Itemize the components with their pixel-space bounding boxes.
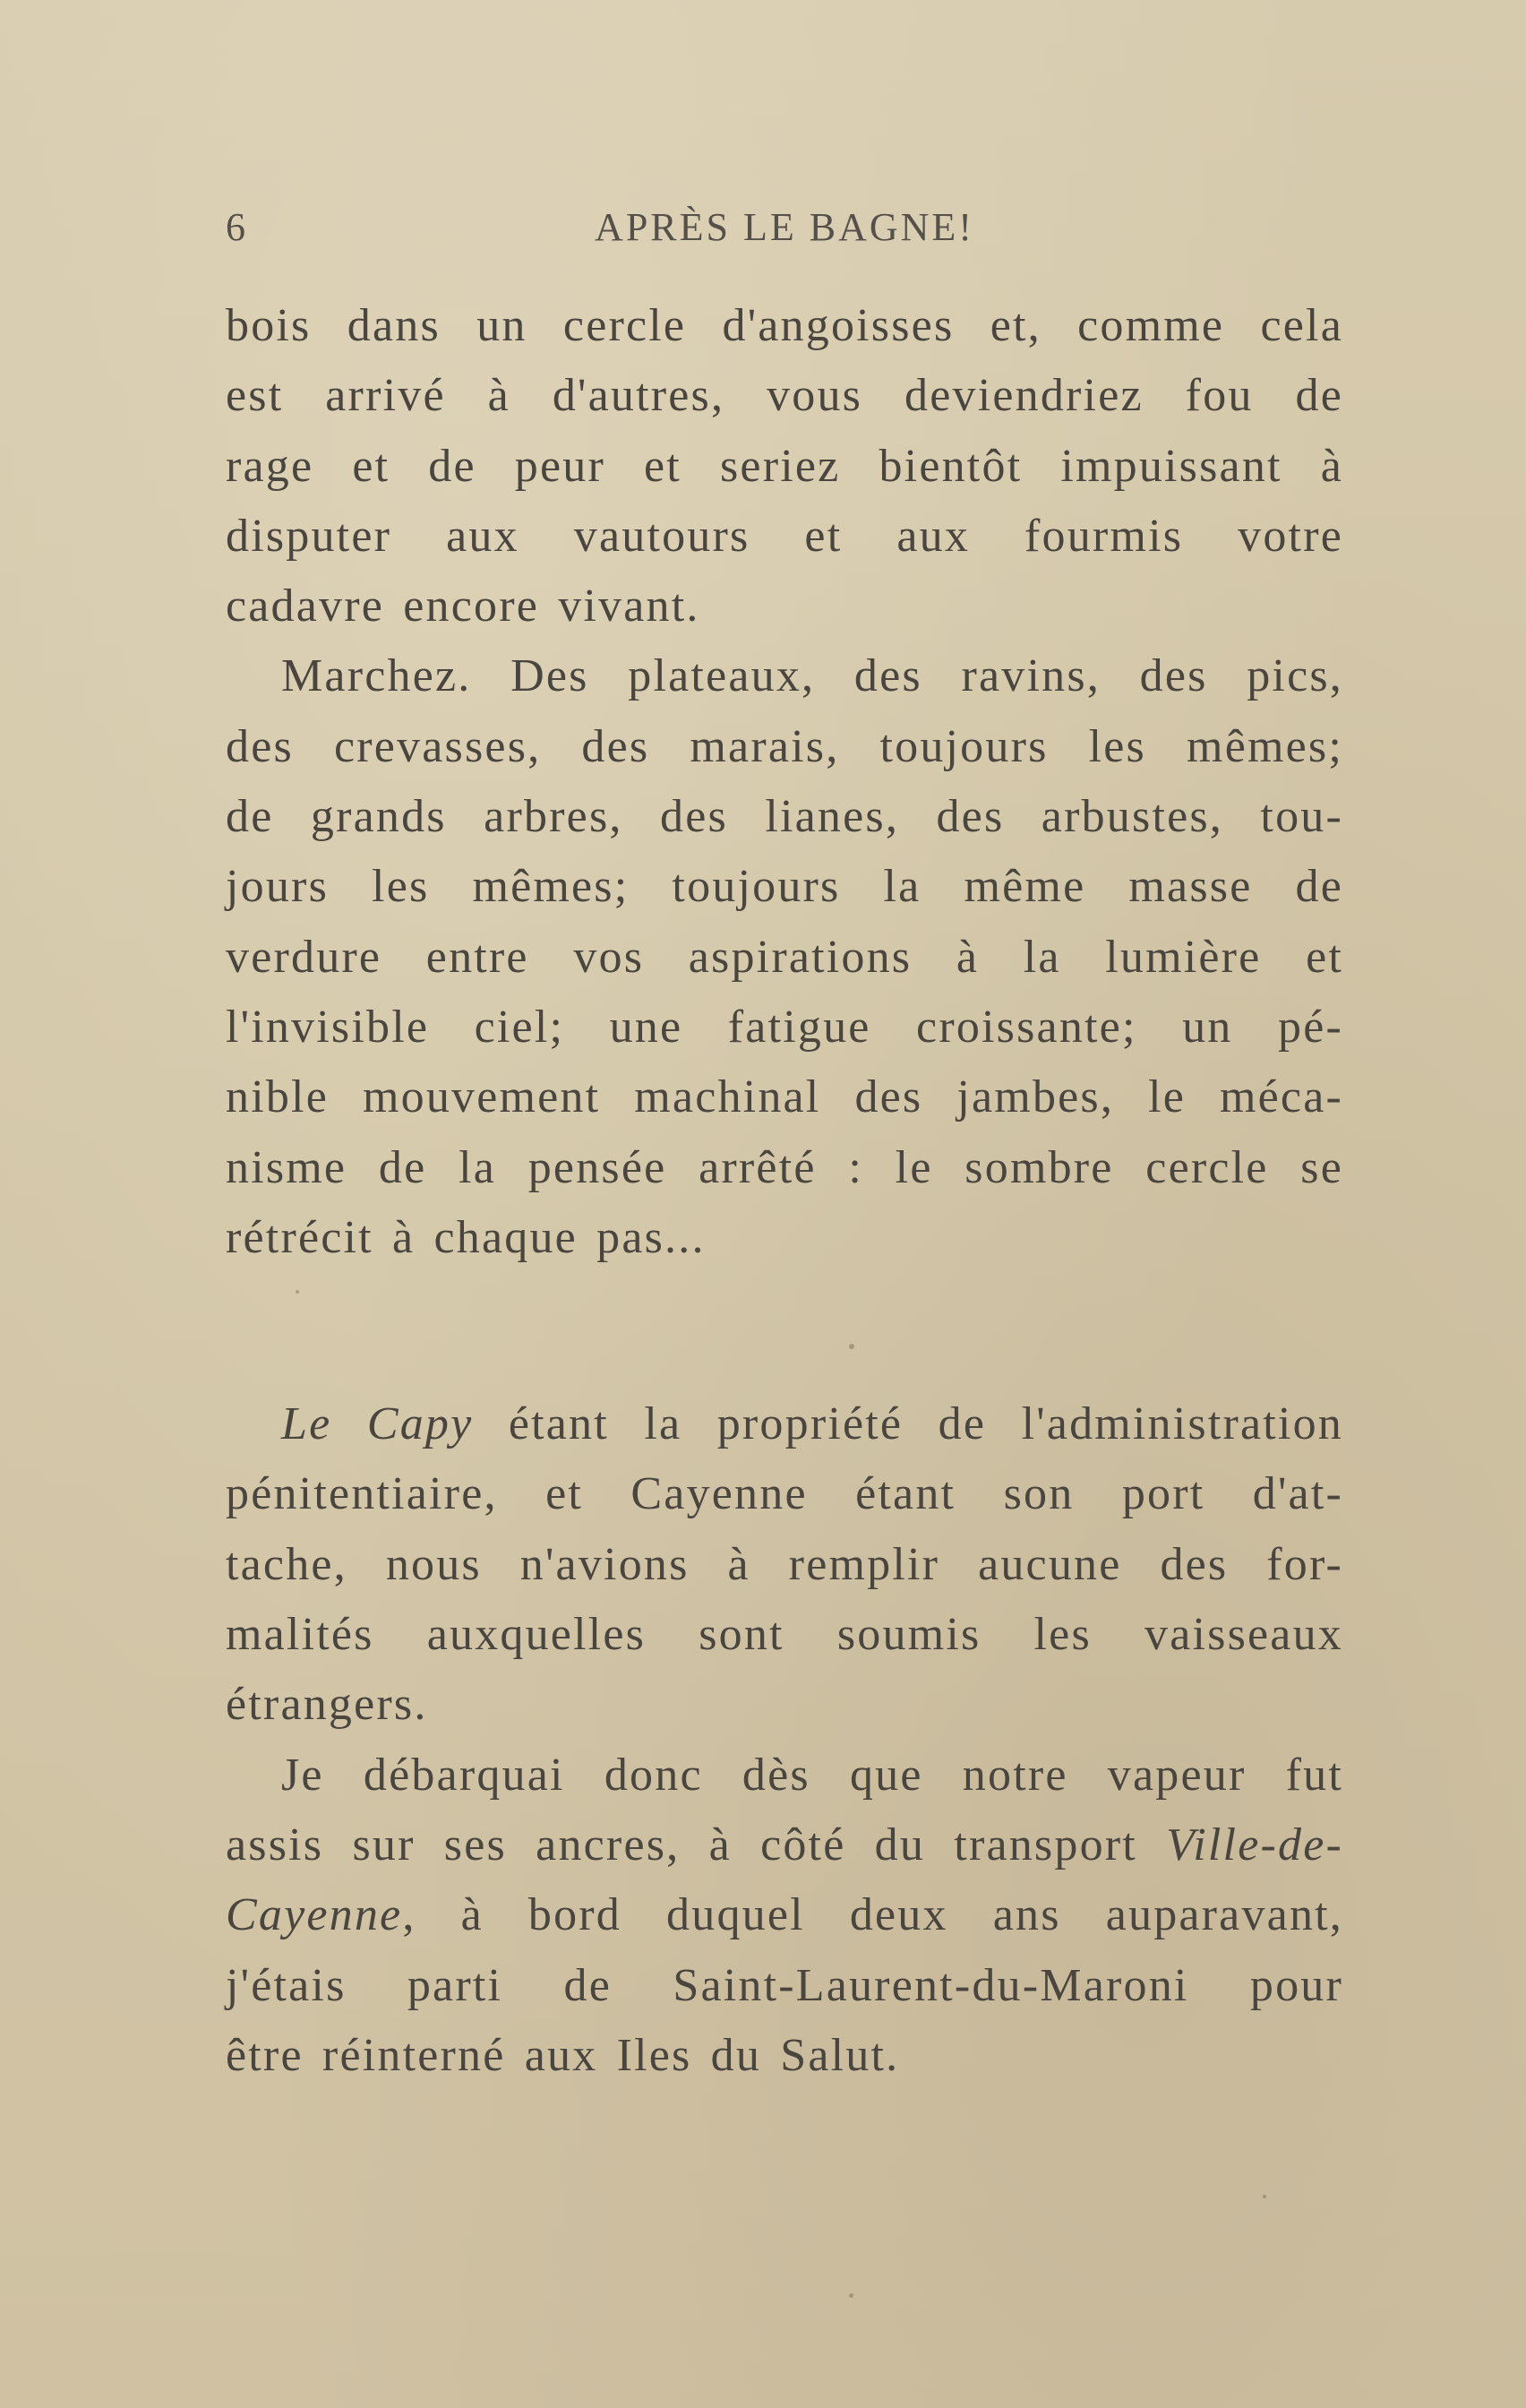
text-line (226, 1810, 1343, 1880)
section-break (226, 1273, 1343, 1389)
text-line: Je débarquai donc dès que notre vapeur fut (281, 1749, 1343, 1801)
page-header (226, 204, 1343, 258)
text-line: j'étais parti de Saint-Laurent-du-Maroni pour (226, 1959, 1343, 2011)
text-line: est arrivé à d'autres, vous deviendriez fou de (226, 370, 1343, 422)
paragraph-je-debarquai (226, 1741, 1343, 2091)
paper-speck (1263, 2195, 1266, 2198)
ship-name-italic: Cayenne (226, 1889, 403, 1941)
paragraph-le-capy (226, 1389, 1343, 1740)
paper-speck (849, 2293, 853, 2298)
text-line: jours les mêmes; toujours la même masse de (226, 861, 1343, 913)
text-line: étrangers. (226, 1679, 428, 1731)
text-line: tache, nous n'avions à remplir aucune des for- (226, 1538, 1343, 1590)
text-line: verdure entre vos aspirations à la lumière et (226, 931, 1343, 983)
text-line: bois dans un cercle d'angoisses et, comme cela (226, 300, 1343, 351)
text-line: nisme de la pensée arrêté : le sombre cercle se (226, 1141, 1343, 1193)
body-text (226, 291, 1343, 2091)
paper-speck (296, 1290, 299, 1294)
text-line: nible mouvement machinal des jambes, le méca- (226, 1071, 1343, 1123)
text-line: pénitentiaire, et Cayenne étant son port d'at- (226, 1468, 1343, 1520)
page-number: 6 (226, 205, 248, 249)
running-title: APRÈS LE BAGNE! (595, 205, 974, 249)
text-fragment: étant la propriété de l'administration (473, 1398, 1343, 1450)
text-line: l'invisible ciel; une fatigue croissante; un pé- (226, 1001, 1343, 1053)
text-fragment: assis sur ses ancres, à côté du transport (226, 1819, 1167, 1870)
text-line: cadavre encore vivant. (226, 580, 700, 632)
paragraph-marchez (226, 641, 1343, 1273)
text-line: de grands arbres, des lianes, des arbustes, tou- (226, 791, 1343, 843)
text-line: rage et de peur et seriez bientôt impuissant à (226, 440, 1343, 492)
text-line: Marchez. Des plateaux, des ravins, des pics, (281, 650, 1343, 702)
text-line (226, 1389, 1343, 1459)
text-line: des crevasses, des marais, toujours les mêmes; (226, 720, 1343, 772)
text-fragment: , à bord duquel deux ans auparavant, (402, 1889, 1343, 1941)
text-line: disputer aux vautours et aux fourmis votre (226, 510, 1343, 562)
text-line: malités auxquelles sont soumis les vaisseaux (226, 1609, 1343, 1661)
text-line: rétrécit à chaque pas... (226, 1211, 706, 1263)
paper-speck (849, 1344, 854, 1349)
text-line: être réinterné aux Iles du Salut. (226, 2029, 900, 2081)
ship-name-italic: Ville-de- (1166, 1819, 1343, 1870)
text-line (226, 1880, 1343, 1950)
paragraph-continuation (226, 291, 1343, 641)
ship-name-italic: Le Capy (281, 1398, 474, 1450)
